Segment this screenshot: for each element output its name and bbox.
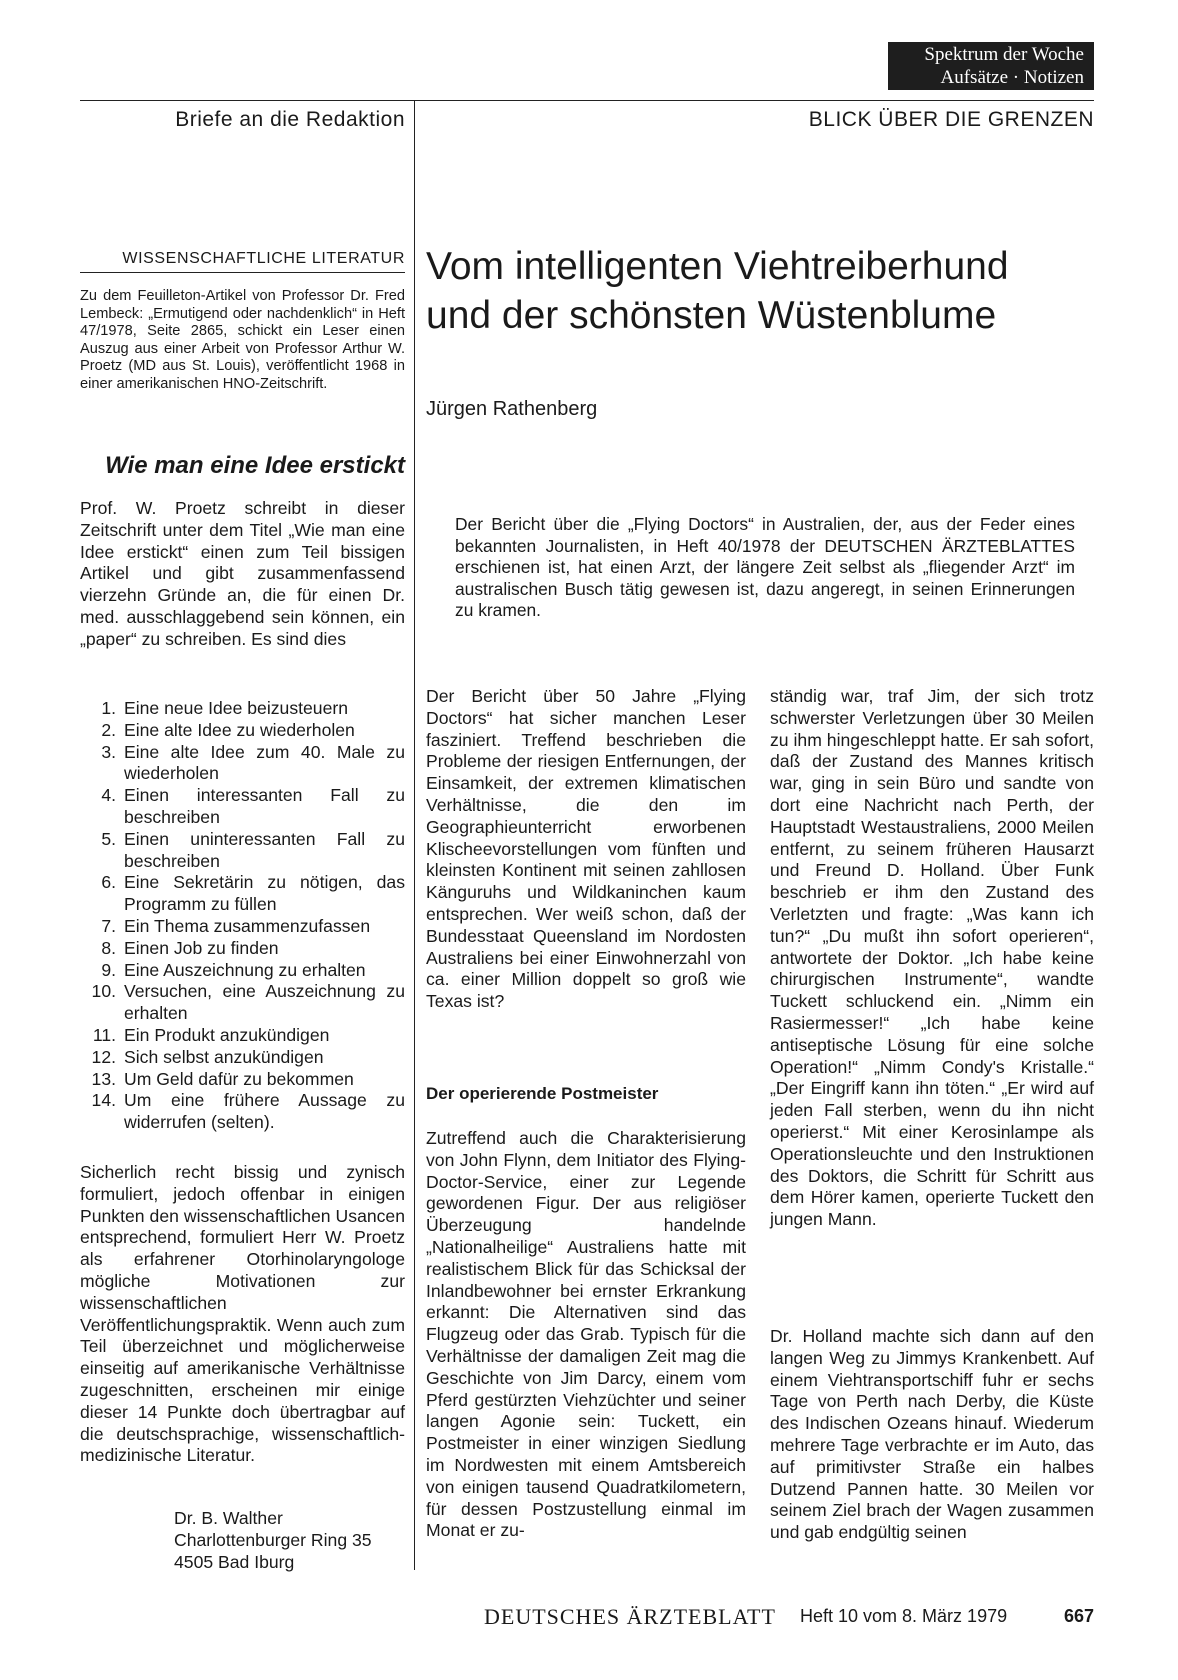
section-badge [888,42,1094,90]
footer-journal: DEUTSCHES ÄRZTEBLATT [484,1604,776,1629]
list-item-number: 5. [101,828,116,849]
list-item [80,1047,405,1069]
list-item-number: 9. [101,959,116,980]
list-item-number: 4. [101,785,116,806]
article-col2-paragraph-1: ständig war, traf Jim, der sich trotz schwerster Verletzungen über 30 Meilen zu ihm hingeschleppt hatte. Er sah sofort, daß der Zustand des Mannes kritisch war, ging in sein Büro und sandte von dort eine Nachricht nach Perth, der Hauptstadt Westaustraliens, 2000 Meilen entfernt, zu seinem früheren Hausarzt und Freund D. Holland. Über Funk beschrieb er ihm den Zustand des Verletzten und fragte: „Was kann ich tun?“ „Du mußt ihn sofort operieren“, antwortete der Doktor. „Ich habe keine chirurgischen Instrumente“, wandte Tuckett schluckend ein. „Nimm ein Rasiermesser!“ „Ich habe keine antiseptische Lösung für eine solche Operation!“ „Nimm Condy's Kristalle.“ „Der Eingriff kann ihn töten.“ „Er wird auf jeden Fall sterben, wenn du ihn nicht operierst.“ Mit einer Kerosinlampe als Operationsleuchte und den Instruktionen des Doktors, die Schritt für Schritt aus dem Hörer kamen, operierte Tuckett den jungen Mann. [770,686,1094,1230]
letter-paragraph-2: Sicherlich recht bissig und zynisch formuliert, jedoch offenbar in einigen Punkten den wissenschaftlichen Usancen entsprechend, formuliert Herr W. Proetz als erfahrener Otorhinolaryngologe mögliche Motivationen zur wissenschaftlichen Veröffentlichungspraktik. Wenn auch zum Teil überzeichnet und möglicherweise einseitig auf amerikanische Verhältnisse zugeschnitten, erscheinen mir einige dieser 14 Punkte doch übertragbar auf die deutschsprachige, wissenschaftlich-medizinische Literatur. [80,1162,405,1466]
signature-name: Dr. B. Walther [174,1508,283,1528]
list-item-text: Eine neue Idee beizusteuern [124,698,349,718]
article-title-line-2: und der schönsten Wüstenblume [426,294,997,337]
article-title-line-1: Vom intelligenten Viehtreiberhund [426,245,1009,288]
list-item-number: 8. [101,937,116,958]
list-item-text: Um Geld dafür zu bekommen [124,1068,354,1089]
article-subheading: Der operierende Postmeister [426,1084,659,1103]
article-title [426,242,1094,340]
list-item-number: 7. [101,915,116,936]
list-item-text: Ein Thema zusammenzufassen [124,915,371,936]
letter-signature [174,1508,414,1573]
article-lead: Der Bericht über die „Flying Doctors“ in Australien, der, aus der Feder eines bekannten Journalisten, in Heft 40/1978 der DEUTSCHEN ÄRZTEBLATTES erschienen ist, hat einen Arzt, der längere Zeit selbst als „fliegender Arzt“ im australischen Busch tätig gewesen ist, dazu angeregt, in seinen Erinnerungen zu kramen. [455,514,1075,621]
list-item-number: 2. [101,719,116,740]
list-item [80,698,405,720]
letter-paragraph-1: Prof. W. Proetz schreibt in dieser Zeitschrift unter dem Titel „Wie man eine Idee erstickt“ einen zum Teil bissigen Artikel und gibt zusammenfassend vierzehn Gründe an, die für einen Dr. med. ausschlaggebend sein können, ein „paper“ zu schreiben. Es sind dies [80,498,405,649]
list-item-text: Einen uninteressanten Fall zu beschreiben [124,828,405,871]
reasons-list [80,698,405,1134]
letter-rubric: WISSENSCHAFTLICHE LITERATUR [122,250,405,267]
badge-line-1: Spektrum der Woche [924,44,1084,65]
rubric-rule [80,272,405,273]
list-item-number: 12. [91,1046,116,1067]
letter-heading: Wie man eine Idee erstickt [105,452,405,479]
article-col2-paragraph-2: Dr. Holland machte sich dann auf den langen Weg zu Jimmys Krankenbett. Auf einem Viehtransportschiff fuhr er sechs Tage von Perth nach Derby, die Küste des Indischen Ozeans hinauf. Wiederum mehrere Tage verbrachte er im Auto, das auf primitivster Straße ein halbes Dutzend Pannen hatte. 30 Meilen vor seinem Ziel brach der Wagen zusammen und gab endgültig seinen [770,1326,1094,1543]
list-item-text: Einen Job zu finden [124,937,279,958]
list-item [80,1025,405,1047]
list-item-text: Sich selbst anzukündigen [124,1046,324,1067]
list-item-number: 10. [91,981,116,1002]
list-item [80,720,405,742]
list-item-number: 11. [92,1024,116,1045]
footer-issue: Heft 10 vom 8. März 1979 [800,1606,1008,1626]
article-col1-paragraph-1: Der Bericht über 50 Jahre „Flying Doctors“ hat sicher manchen Leser fasziniert. Treffend beschrieben die Probleme der riesigen Entfernungen, der Einsamkeit, der extremen klimatischen Verhältnisse, die den im Geographieunterricht erworbenen Klischeevorstellungen vom fünften und kleinsten Kontinent mit seinen zahllosen Känguruhs und Wildkaninchen kaum entsprechen. Wer weiß schon, daß der Bundesstaat Queensland im Nordosten Australiens bei einer Einwohnerzahl von ca. einer Million doppelt so groß wie Texas ist? [426,686,746,1012]
list-item-text: Versuchen, eine Auszeichnung zu erhalten [124,981,405,1024]
letter-intro: Zu dem Feuilleton-Artikel von Professor Dr. Fred Lembeck: „Ermutigend oder nachdenklich“ in Heft 47/1978, Seite 2865, schickt ein Leser einen Auszug aus einer Arbeit von Professor Arthur W. Proetz (MD aus St. Louis), veröffentlicht 1968 in einer amerikanischen HNO-Zeitschrift. [80,288,405,392]
list-item [80,872,405,916]
article-col1-paragraph-2: Zutreffend auch die Charakterisierung von John Flynn, dem Initiator des Flying-Doctor-Service, einer zur Legende gewordenen Figur. Der aus religiöser Überzeugung handelnde „Nationalheilige“ Australiens hatte mit realistischem Blick für das Schicksal der Inlandbewohner bei ernster Erkrankung erkannt: Die Alternativen sind das Flugzeug oder das Grab. Typisch für die Verhältnisse der damaligen Zeit mag die Geschichte von Jim Darcy, einem vom Pferd gestürzten Viehzüchter und seiner langen Agonie sein: Tuckett, ein Postmeister in einer winzigen Siedlung im Nordwesten mit einem Amtsbereich von einigen tausend Quadratkilometern, für dessen Postzustellung einmal im Monat er zu- [426,1128,746,1541]
page-number: 667 [1064,1606,1095,1626]
list-item-text: Ein Produkt anzukündigen [124,1024,330,1045]
header-rule [80,100,1094,101]
article-author: Jürgen Rathenberg [426,398,598,420]
list-item [80,938,405,960]
signature-street: Charlottenburger Ring 35 [174,1529,372,1550]
list-item-text: Eine alte Idee zum 40. Male zu wiederholen [124,741,405,784]
list-item-text: Eine Sekretärin zu nötigen, das Programm zu füllen [124,872,405,915]
list-item-text: Um eine frühere Aussage zu widerrufen (selten). [124,1090,405,1133]
signature-city: 4505 Bad Iburg [174,1551,295,1572]
list-item-number: 13. [91,1068,116,1089]
section-header-left: Briefe an die Redaktion [175,108,405,131]
list-item-text: Eine Auszeichnung zu erhalten [124,959,366,980]
list-item [80,829,405,873]
list-item-number: 1. [101,698,116,718]
list-item [80,1069,405,1091]
list-item [80,742,405,786]
list-item-text: Eine alte Idee zu wiederholen [124,719,355,740]
badge-line-2: Aufsätze · Notizen [940,67,1084,88]
column-divider [414,100,415,1570]
list-item [80,960,405,982]
list-item-number: 3. [101,741,116,762]
section-header-right: BLICK ÜBER DIE GRENZEN [808,108,1094,131]
list-item [80,785,405,829]
list-item [80,981,405,1025]
list-item-number: 14. [91,1090,116,1111]
list-item-text: Einen interessanten Fall zu beschreiben [124,785,405,827]
list-item [80,1090,405,1134]
list-item-number: 6. [101,872,116,893]
list-item [80,916,405,938]
